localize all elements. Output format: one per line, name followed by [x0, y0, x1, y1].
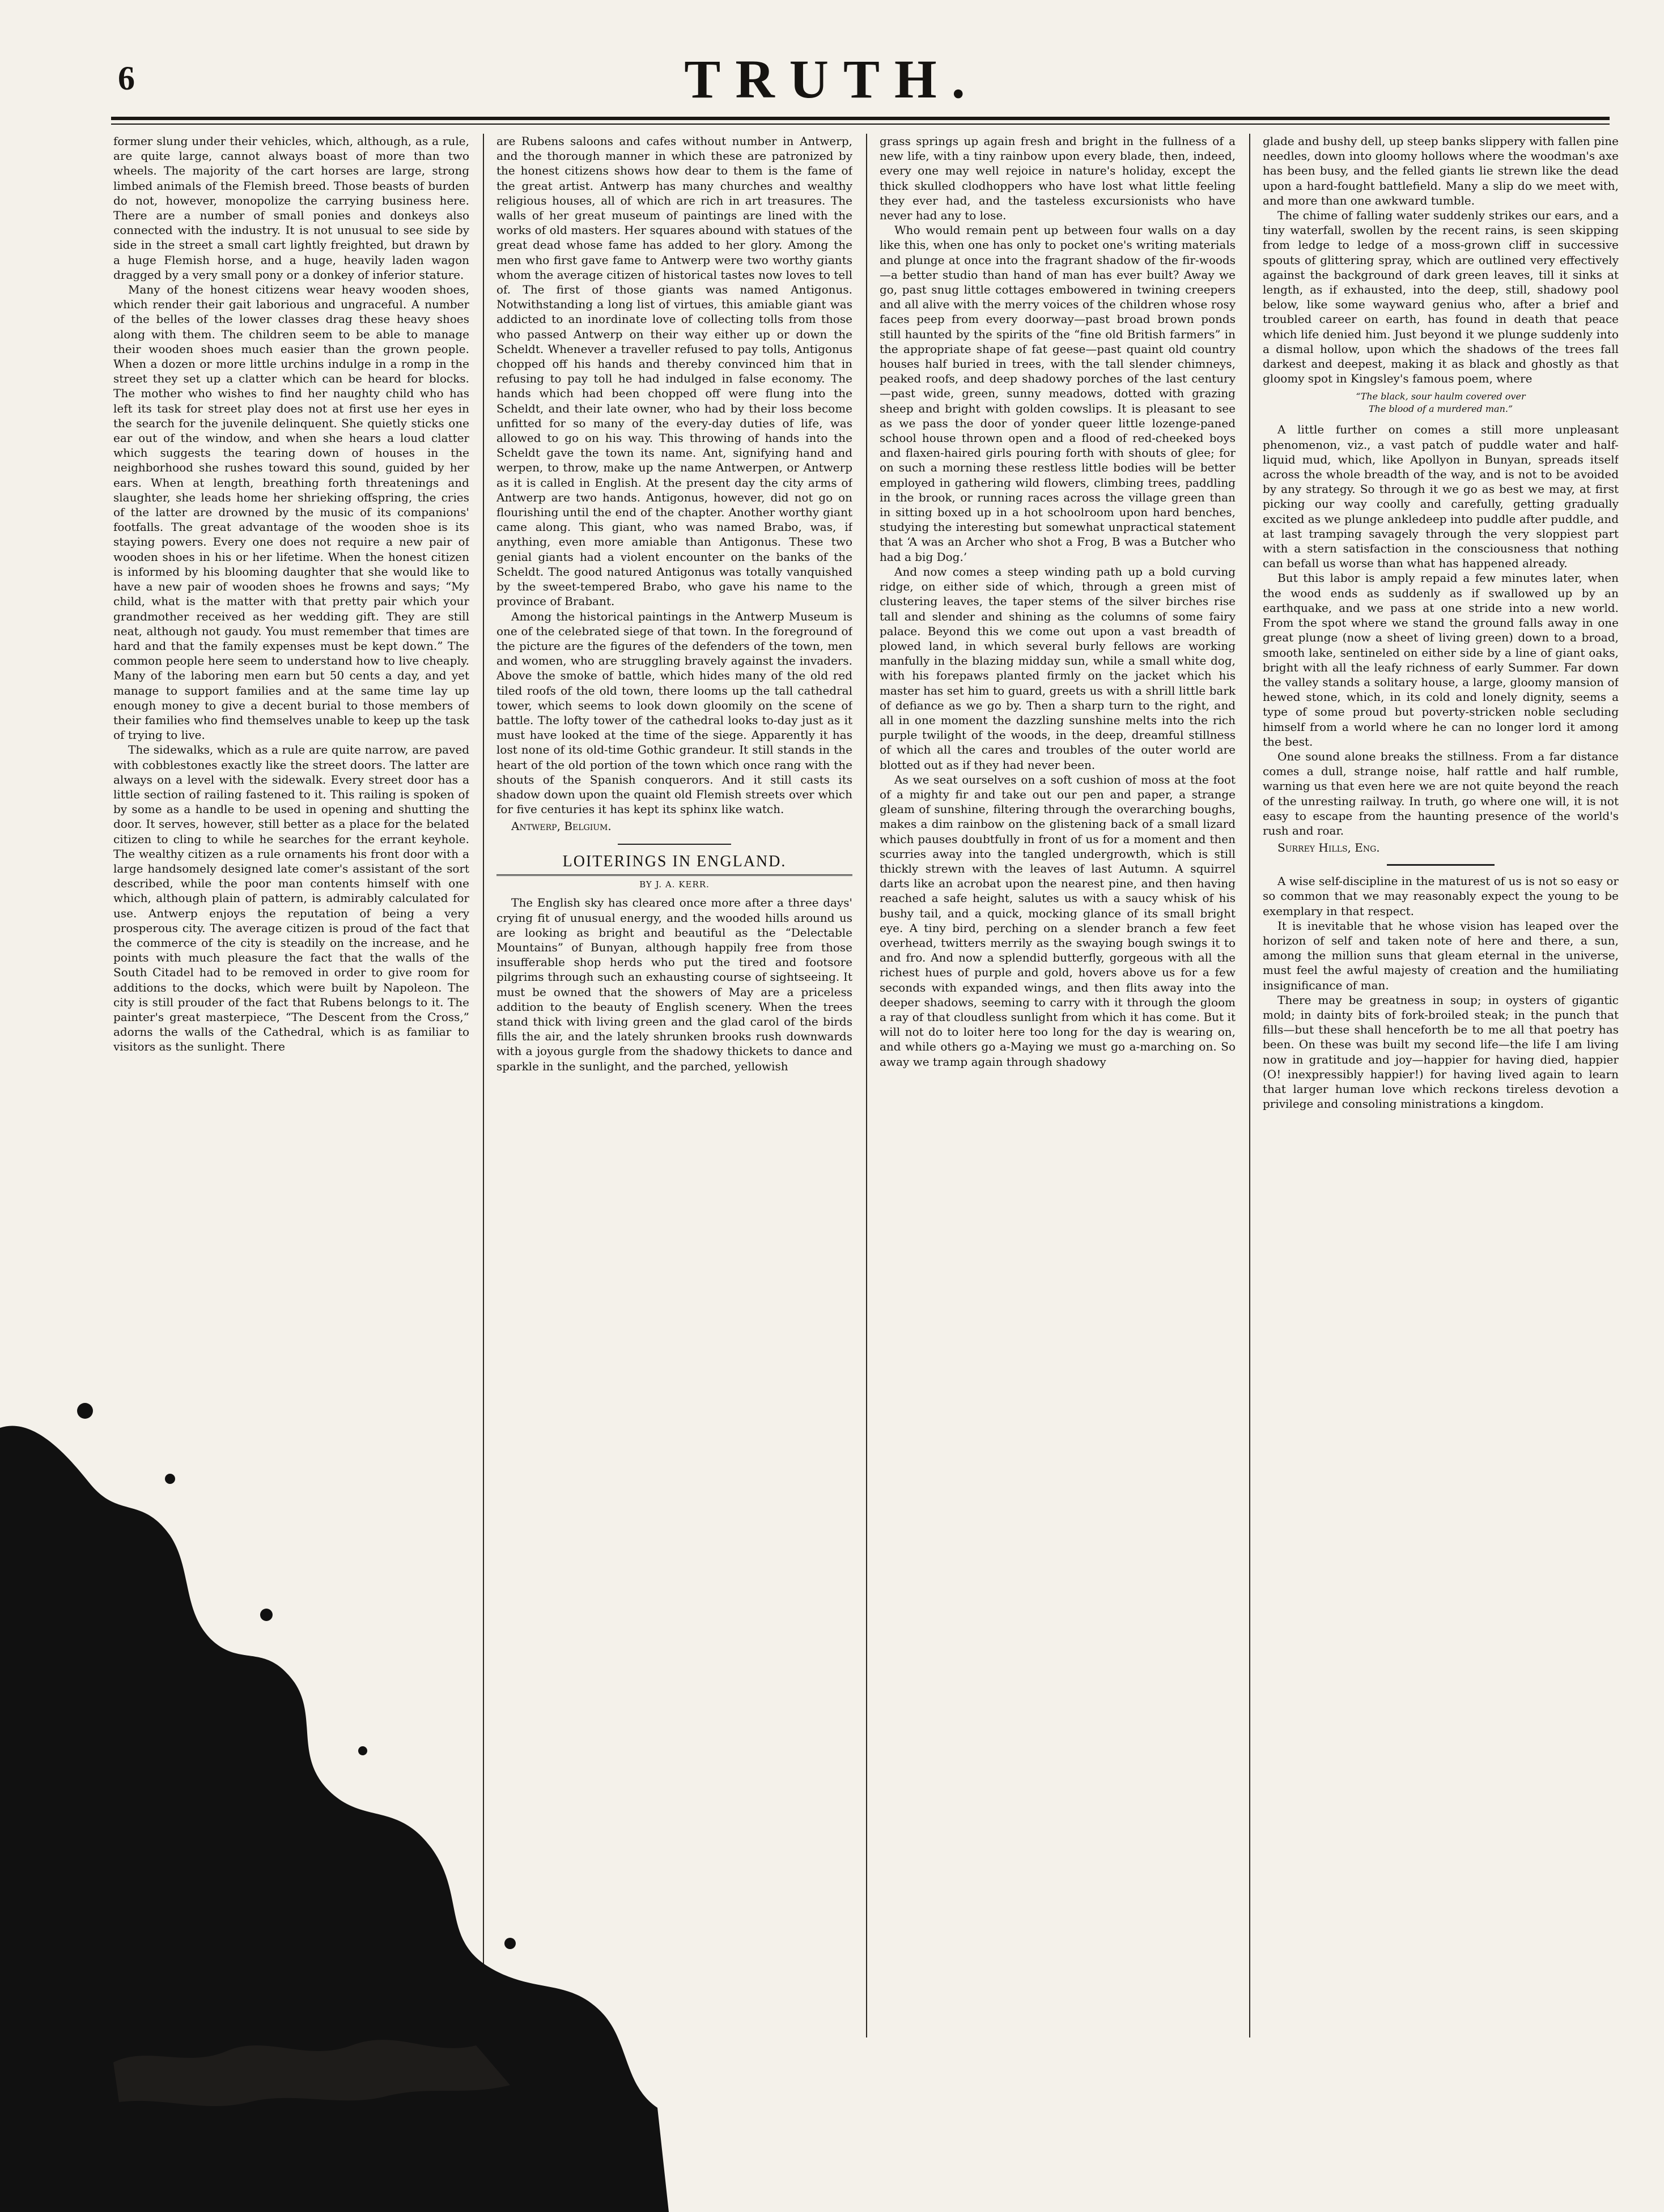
- paragraph: The chime of falling water suddenly strikes our ears, and a tiny waterfall, swollen by the recent rains, is seen skipping from ledge to ledge of a moss-grown cliff in successive spouts of glittering spray, which are outlined very effectively against the background of dark green leaves, till it sinks at length, as if exhausted, into the deep, still, shadowy pool below, like some wayward genius who, after a brief and troubled career on earth, has found in death that peace which life denied him. Just beyond it we plunge suddenly into a dismal hollow, upon which the shadows of the trees fall darkest and deepest, making it as black and ghostly as that gloomy spot in Kingsley's famous poem, where: [1263, 209, 1619, 386]
- section-rule: [618, 844, 731, 845]
- paragraph: There may be greatness in soup; in oysters of gigantic mold; in dainty bits of fork-broiled steak; in the punch that fills—but these shall henceforth be to me all that poetry has been. On these was built my second life—the life I am living now in gratitude and joy—happier for having died, happier (O! inexpressibly happier!) for having lived again to learn that larger human love which reckons tireless devotion a privilege and consoling ministrations a kingdom.: [1263, 993, 1619, 1111]
- header-rule-thin: [111, 124, 1610, 125]
- dateline: Antwerp, Belgium.: [511, 819, 612, 833]
- paragraph: But this labor is amply repaid a few minutes later, when the wood ends as suddenly as if swallowed up by an earthquake, and we pass at one stride into a new world. From the spot where we stand the ground falls away in one great plunge (now a sheet of living green) down to a broad, smooth lake, sentineled on either side by a line of giant oaks, bright with all the leafy richness of early Summer. Far down the valley stands a solitary house, a large, gloomy mansion of hewed stone, which, in its cold and lonely dignity, seems a type of some proud but poverty-stricken noble secluding himself from a world where he can no longer lord it among the best.: [1263, 571, 1619, 748]
- dateline: Surrey Hills, Eng.: [1277, 841, 1380, 855]
- verse-line: “The black, sour haulm covered over: [1356, 391, 1526, 402]
- paragraph: Among the historical paintings in the Antwerp Museum is one of the celebrated siege of that town. In the foreground of the picture are the figures of the defenders of the town, men and women, who are struggling bravely against the invaders. Above the smoke of battle, which hides many of the old red tiled roofs of the old town, there looms up the tall cathedral tower, which seems to look down gloomily on the scene of battle. The lofty tower of the cathedral looks to-day just as it must have looked at the time of the siege. Apparently it has lost none of its old-time Gothic grandeur. It still stands in the heart of the old portion of the town which once rang with the shouts of the Spanish conquerors. And it still casts its shadow down upon the quaint old Flemish streets over which for five centuries it has kept its sphinx like watch.: [496, 609, 852, 816]
- verse-quote: [1263, 390, 1619, 415]
- paragraph: It is inevitable that he whose vision has leaped over the horizon of self and taken note of here and there, a sun, among the million suns that gleam eternal in the universe, must feel the awful majesty of creation and the humiliating insignificance of man.: [1263, 918, 1619, 992]
- paragraph: Many of the honest citizens wear heavy wooden shoes, which render their gait laborious and ungraceful. A number of the belles of the lower classes drag these heavy shoes along with them. The children seem to be able to manage their wooden shoes much easier than the grown people. When a dozen or more little urchins indulge in a romp in the street they set up a clatter which can be heard for blocks. The mother who wishes to find her naughty child who has left its task for street play does not at first use her eyes in the search for the juvenile delinquent. She quietly sticks one ear out of the window, and when she hears a loud clatter which suggests the tearing down of houses in the neighborhood she rushes toward this sound, guided by her ears. When at length, breathing forth threatenings and slaughter, she leads home her shrieking offspring, the cries of the latter are drowned by the music of its companions' footfalls. The great advantage of the wooden shoe is its staying powers. Every one does not require a new pair of wooden shoes in his or her lifetime. When the honest citizen is informed by his blooming daughter that she would like to have a new pair of wooden shoes he frowns and says; “My child, what is the matter with that pretty pair which your grandmother received as her wedding gift. They are still neat, although not gaudy. You must remember that times are hard and that the family expenses must be kept down.” The common people here seem to understand how to live cheaply. Many of the laboring men earn but 50 cents a day, and yet manage to support families and at the same time lay up enough money to give a decent burial to those members of their families who find themselves unable to keep up the task of trying to live.: [113, 283, 469, 742]
- article-headline: LOITERINGS IN ENGLAND.: [496, 853, 852, 876]
- paragraph: are Rubens saloons and cafes without number in Antwerp, and the thorough manner in which these are patronized by the honest citizens shows how dear to them is the fame of the great artist. Antwerp has many churches and wealthy religious houses, all of which are rich in art treasures. The walls of her great museum of paintings are lined with the works of old masters. Her squares abound with statues of the great dead whose fame has added to her glory. Among the men who first gave fame to Antwerp were two worthy giants whom the average citizen of historical tastes now loves to tell of. The first of those giants was named Antigonus. Notwithstanding a long list of virtues, this amiable giant was addicted to an inordinate love of collecting tolls from those who passed Antwerp on their way either up or down the Scheldt. Whenever a traveller refused to pay tolls, Antigonus chopped off his hands and thereby convinced him that in refusing to pay toll he had indulged in false economy. The hands which had been chopped off were flung into the Scheldt, and their late owner, who had by their loss become unfitted for so many of the every-day duties of life, was allowed to go on his way. This throwing of hands into the Scheldt gave the town its name. Ant, signifying hand and werpen, to throw, make up the name Antwerpen, or Antwerp as it is called in English. At the present day the city arms of Antwerp are two hands. Antigonus, however, did not go on flourishing until the end of the chapter. Another worthy giant came along. This giant, who was named Brabo, was, if anything, even more amiable than Antigonus. These two genial giants had a violent encounter on the banks of the Scheldt. The good natured Antigonus was totally vanquished by the sweet-tempered Brabo, who gave his name to the province of Brabant.: [496, 134, 852, 609]
- paragraph: A wise self-discipline in the maturest of us is not so easy or so common that we may reasonably expect the young to be exemplary in that respect.: [1263, 874, 1619, 918]
- column-divider: [483, 134, 484, 2037]
- column-3: [880, 134, 1236, 2037]
- header-rule: [111, 117, 1610, 120]
- article-byline: BY J. A. KERR.: [639, 879, 710, 890]
- section-rule: [1387, 864, 1495, 866]
- page-number: 6: [118, 59, 135, 97]
- paragraph: As we seat ourselves on a soft cushion of moss at the foot of a mighty fir and take out our pen and paper, a strange gleam of sunshine, filtering through the overarching boughs, makes a dim rainbow on the glistening back of a small lizard which pauses doubtfully in front of us for a moment and then scurries away into the tangled undergrowth, which is still thickly strewn with the leaves of last Autumn. A squirrel darts like an acrobat upon the nearest pine, and then having reached a safe height, salutes us with a saucy whisk of his bushy tail, and a quick, mocking glance of its small bright eye. A tiny bird, perching on a slender branch a few feet overhead, twitters merrily as the swaying bough swings it to and fro. And now a splendid butterfly, gorgeous with all the richest hues of purple and gold, hovers above us for a few seconds with expanded wings, and then flits away into the deeper shadows, seeming to carry with it through the gloom a ray of that cloudless sunlight from which it has come. But it will not do to loiter here too long for the day is wearing on, and while others go a-Maying we must go a-marching on. So away we tramp again through shadowy: [880, 772, 1236, 1069]
- paragraph: grass springs up again fresh and bright in the fullness of a new life, with a tiny rainbow upon every blade, then, indeed, every one may well rejoice in nature's holiday, except the thick skulled clodhoppers who have lost what little feeling they ever had, and the tasteless excursionists who have never had any to lose.: [880, 134, 1236, 223]
- column-1: [113, 134, 469, 2037]
- paragraph: The English sky has cleared once more after a three days' crying fit of unusual energy, and the wooded hills around us are looking as bright and beautiful as the “Delectable Mountains” of Bunyan, although happily free from those insufferable shop herds who put the tired and footsore pilgrims through such an exhausting course of sightseeing. It must be owned that the showers of May are a priceless addition to the beauty of English scenery. When the trees stand thick with living green and the glad carol of the birds fills the air, and the lately shrunken brooks rush downwards with a joyous gurgle from the shadowy thickets to dance and sparkle in the sunlight, and the parched, yellowish: [496, 896, 852, 1073]
- column-divider: [1249, 134, 1250, 2037]
- newspaper-title: TRUTH.: [684, 49, 980, 109]
- verse-line: The blood of a murdered man.”: [1368, 403, 1513, 415]
- paragraph: Who would remain pent up between four walls on a day like this, when one has only to pocket one's writing materials and plunge at once into the fragrant shadow of the fir-woods—a better studio than hand of man has ever built? Away we go, past snug little cottages embowered in twining creepers and all alive with the merry voices of the children whose rosy faces peep from every doorway—past broad brown ponds still haunted by the spirits of the “fine old British farmers” in the appropriate shape of fat geese—past quaint old country houses half buried in trees, with the tall slender chimneys, peaked roofs, and deep shadowy porches of the last century—past wide, green, sunny meadows, dotted with grazing sheep and bright with golden cowslips. It is pleasant to see as we pass the door of yonder queer little lozenge-paned school house thrown open and a flood of red-cheeked boys and flaxen-haired girls pouring forth with shouts of glee; for on such a morning these restless little bodies will be better employed in gathering wild flowers, climbing trees, paddling in the brook, or running races across the village green than in sitting boxed up in a hot schoolroom upon hard benches, studying the interesting but somewhat unpractical statement that ‘A was an Archer who shot a Frog, B was a Butcher who had a big Dog.’: [880, 223, 1236, 564]
- article-columns: [113, 134, 1621, 2037]
- column-divider: [866, 134, 867, 2037]
- paragraph: And now comes a steep winding path up a bold curving ridge, on either side of which, through a green mist of clustering leaves, the taper stems of the silver birches rise tall and slender and shining as the columns of some fairy palace. Beyond this we come out upon a vast breadth of plowed land, in which several burly fellows are working manfully in the blazing midday sun, while a small white dog, with his forepaws planted firmly on the jacket which his master has set him to guard, greets us with a shrill little bark of defiance as we go by. Then a sharp turn to the right, and all in one moment the dazzling sunshine melts into the rich purple twilight of the woods, in the deep, dreamful stillness of which all the cares and troubles of the outer world are blotted out as if they had never been.: [880, 564, 1236, 772]
- paragraph: The sidewalks, which as a rule are quite narrow, are paved with cobblestones exactly like the street doors. The latter are always on a level with the sidewalk. Every street door has a little section of railing fastened to it. This railing is spoken of by some as a handle to be used in opening and shutting the door. It serves, however, still better as a place for the belated citizen to cling to while he searches for the errant keyhole. The wealthy citizen as a rule ornaments his front door with a large handsomely designed late comer's assistant of the sort described, while the poor man contents himself with one which, although plain of pattern, is admirably calculated for use. Antwerp enjoys the reputation of being a very prosperous city. The average citizen is proud of the fact that the commerce of the city is steadily on the increase, and he points with much pleasure the fact that the walls of the South Citadel had to be removed in order to give room for additions to the docks, which were built by Napoleon. The city is still prouder of the fact that Rubens belongs to it. The painter's great masterpiece, “The Descent from the Cross,” adorns the walls of the Cathedral, which is as familiar to visitors as the sunlight. There: [113, 743, 469, 1054]
- column-4: [1263, 134, 1619, 2037]
- paragraph: former slung under their vehicles, which, although, as a rule, are quite large, cannot always boast of more than two wheels. The majority of the cart horses are large, strong limbed animals of the Flemish breed. Those beasts of burden do not, however, monopolize the carrying business here. There are a number of small ponies and donkeys also connected with the industry. It is not unusual to see side by side in the street a small cart lightly freighted, but drawn by a huge Flemish horse, and a huge, heavily laden wagon dragged by a very small pony or a donkey of inferior stature.: [113, 134, 469, 282]
- paragraph: glade and bushy dell, up steep banks slippery with fallen pine needles, down into gloomy hollows where the woodman's axe has been busy, and the felled giants lie strewn like the dead upon a hard-fought battlefield. Many a slip do we meet with, and more than one awkward tumble.: [1263, 134, 1619, 207]
- masthead: [0, 0, 1664, 130]
- paragraph: A little further on comes a still more unpleasant phenomenon, viz., a vast patch of puddle water and half-liquid mud, which, like Apollyon in Bunyan, spreads itself across the whole breadth of the way, and is not to be avoided by any strategy. So through it we go as best we may, at first picking our way coolly and carefully, getting gradually excited as we plunge ankledeep into puddle after puddle, and at last tramping savagely through the very sloppiest part with a stern satisfaction in the consciousness that nothing can befall us worse than what has happened already.: [1263, 423, 1619, 571]
- column-2: [496, 134, 852, 2037]
- paragraph: One sound alone breaks the stillness. From a far distance comes a dull, strange noise, half rattle and half rumble, warning us that even here we are not quite beyond the reach of the unresting railway. In truth, go where one will, it is not easy to escape from the haunting presence of the world's rush and roar.: [1263, 749, 1619, 837]
